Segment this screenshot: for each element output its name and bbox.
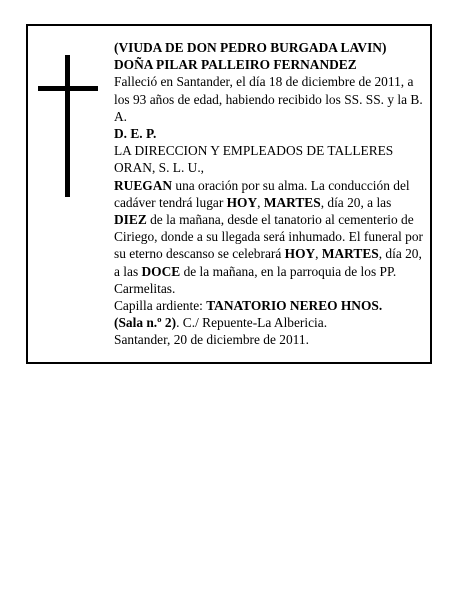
- cross-icon-arm: [38, 86, 98, 91]
- deceased-name: DOÑA PILAR PALLEIRO FERNANDEZ: [114, 57, 357, 73]
- body-text-5: de la mañana, en la parroquia de los PP. Carmelitas.: [114, 263, 397, 296]
- widow-line: (VIUDA DE DON PEDRO BURGADA LAVIN): [114, 40, 387, 55]
- company-line: LA DIRECCION Y EMPLEADOS DE TALLERES ORAN, S. L. U.,: [114, 143, 394, 176]
- comma-1: ,: [257, 194, 264, 210]
- capilla-label: Capilla ardiente:: [114, 298, 207, 314]
- body-text-4: , día 20, a las: [114, 246, 422, 279]
- death-details: Falleció en Santander, el día 18 de diciembre de 2011, a los 93 años de edad, habiendo recibido los SS. SS. y la B. A.: [114, 74, 423, 124]
- sala-line: [114, 314, 424, 331]
- body-text-2: , día 20, a las: [320, 194, 392, 210]
- sala-number: (Sala n.º 2): [114, 315, 177, 331]
- doce-word: DOCE: [141, 263, 181, 279]
- martes-word-2: MARTES: [321, 246, 379, 262]
- address-text: . C./ Repuente-La Albericia.: [176, 315, 328, 331]
- body-text-1: una oración por su alma. La conducción del cadáver tendrá lugar: [114, 177, 410, 210]
- comma-2: ,: [315, 246, 322, 262]
- dep-line: D. E. P.: [114, 126, 157, 142]
- martes-word-1: MARTES: [263, 194, 321, 210]
- tanatorio-name: TANATORIO NEREO HNOS.: [206, 298, 383, 314]
- ruegan-word: RUEGAN: [114, 177, 173, 193]
- cross-icon: [65, 55, 70, 197]
- hoy-word-2: HOY: [284, 246, 316, 262]
- diez-word: DIEZ: [114, 212, 147, 228]
- ceremony-paragraph: [114, 177, 424, 297]
- date-line: Santander, 20 de diciembre de 2011.: [114, 332, 309, 348]
- hoy-word-1: HOY: [226, 194, 258, 210]
- body-text-3: de la mañana, desde el tanatorio al cementerio de Ciriego, donde a su llegada será inhumado. El funeral por su eterno descanso se celebrará: [114, 212, 424, 262]
- capilla-line: [114, 297, 424, 314]
- obituary-text: [114, 39, 424, 349]
